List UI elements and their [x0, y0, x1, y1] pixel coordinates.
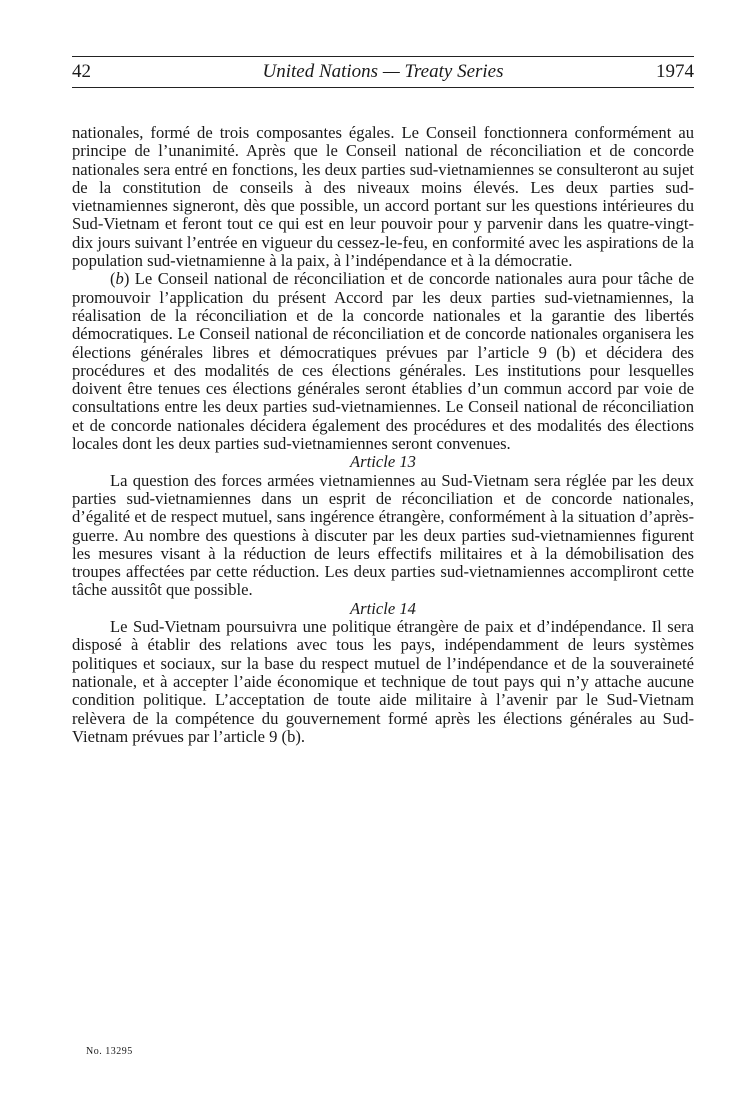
page-number: 42	[72, 61, 91, 82]
treaty-number: No. 13295	[86, 1046, 133, 1057]
paragraph-b: (b) Le Conseil national de réconciliation et de concorde nationales aura pour tâche de promouvoir l’application du présent Accord par les deux parties sud-vietnamiennes, la réalisation de la réconciliation et de la concorde nationales et la garantie des libertés démocratiques. Le Conseil national de réconciliation et de concorde nationales organisera les élections générales libres et démocratiques prévues par l’article 9 (b) et décidera des procédures et des modalités de ces élections générales. Les institutions pour lesquelles doivent être tenues ces élections générales seront établies d’un commun accord par voie de consultations entre les deux parties sud-vietnamiennes. Le Conseil national de réconciliation et de concorde nationales décidera également des procédures et des modalités des élections locales dont les deux parties sud-vietnamiennes seront convenues.	[72, 269, 694, 454]
article-13-text: La question des forces armées vietnamiennes au Sud-Vietnam sera réglée par les deux parties sud-vietnamiennes dans un esprit de réconciliation et de concorde nationales, d’égalité et de respect mutuel, sans ingérence étrangère, conformément à la situation d’après-guerre. Au nombre des questions à discuter par les deux parties sud-vietnamiennes figurent les mesures visant à la réduction de leurs effectifs militaires et à la démobilisation des troupes affectées par cette réduction. Les deux parties sud-vietnamiennes accompliront cette tâche aussitôt que possible.	[72, 470, 694, 600]
paragraph-continuation: nationales, formé de trois composantes égales. Le Conseil fonctionnera conformément au principe de l’unanimité. Après que le Conseil national de réconciliation et de concorde nationales sera entré en fonctions, les deux parties sud-vietnamiennes se consulteront au sujet de la constitution de conseils à des niveaux moins élevés. Les deux parties sud-vietnamiennes signeront, dès que possible, un accord portant sur les questions intérieures du Sud-Vietnam et feront tout ce qui est en leur pouvoir pour y parvenir dans les quatre-vingt-dix jours suivant l’entrée en vigueur du cessez-le-feu, en conformité avec les aspirations de la population sud-vietnamienne à la paix, à l’indépendance et à la démocratie.	[72, 123, 694, 271]
page-header	[72, 56, 694, 88]
article-14-heading: Article 14	[350, 598, 416, 618]
article-14-text: Le Sud-Vietnam poursuivra une politique étrangère de paix et d’indépendance. Il sera disposé à établir des relations avec tous les pays, indépendamment de leurs systèmes politiques et sociaux, sur la base du respect mutuel de l’indépendance et de la souveraineté nationale, et à accepter l’aide économique et technique de tout pays qui n’y attache aucune condition politique. L’acceptation de toute aide militaire à l’avenir par le Sud-Vietnam relèvera de la compétence du gouvernement formé après les élections générales au Sud-Vietnam prévues par l’article 9 (b).	[72, 617, 694, 746]
body-text	[72, 124, 694, 746]
running-title: United Nations — Treaty Series	[262, 61, 504, 82]
paragraph-b-text: Le Conseil national de réconciliation et de concorde nationales aura pour tâche de promouvoir l’application du présent Accord par les deux parties sud-vietnamiennes, la réalisation de la réconciliation et de la concorde nationales et la garantie des libertés démocratiques. Le Conseil national de réconciliation et de concorde nationales organisera les élections générales libres et démocratiques prévues par l’article 9 (b) et décidera des procédures et des modalités de ces élections générales. Les institutions pour lesquelles doivent être tenues ces élections générales seront établies d’un commun accord par voie de consultations entre les deux parties sud-vietnamiennes. Le Conseil national de réconciliation et de concorde nationales décidera également des procédures et des modalités des élections locales dont les deux parties sud-vietnamiennes seront convenues.	[72, 269, 694, 454]
header-year: 1974	[656, 61, 694, 82]
paragraph-b-label: b	[115, 269, 124, 289]
article-13-heading: Article 13	[350, 452, 416, 472]
